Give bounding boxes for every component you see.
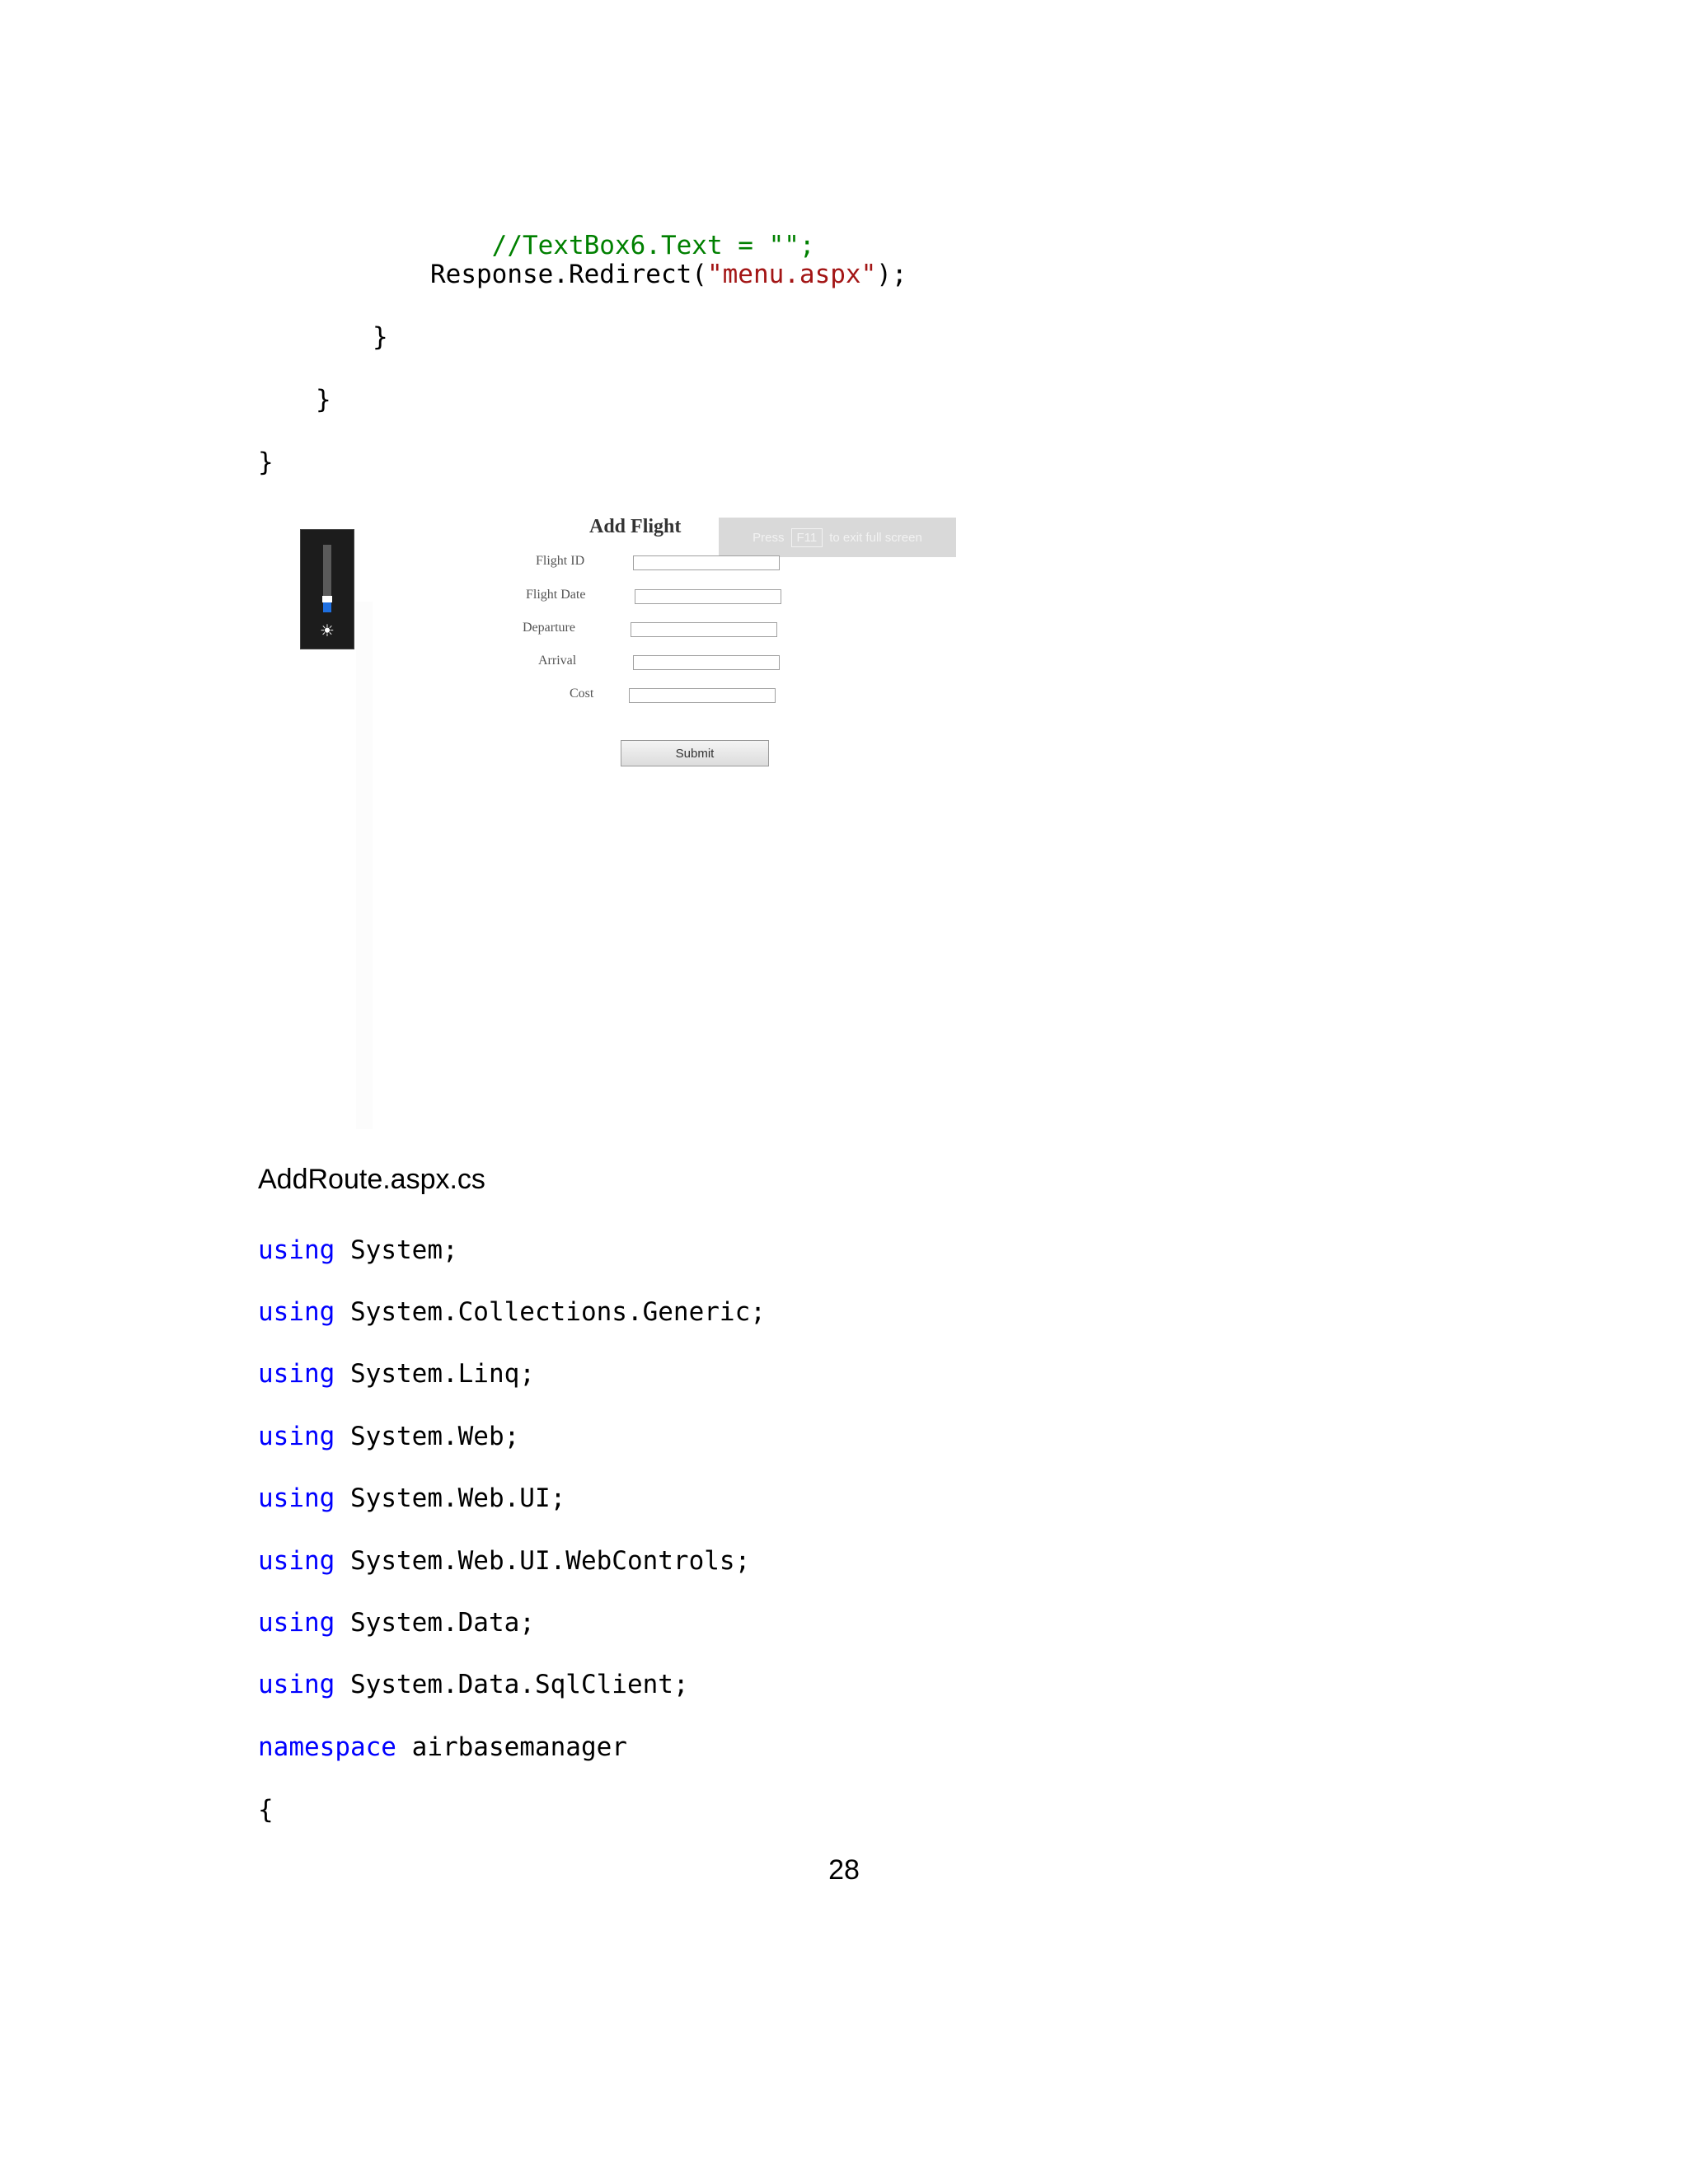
brightness-icon: ☀ — [320, 621, 335, 640]
departure-input[interactable] — [631, 622, 777, 637]
fullscreen-press-text: Press — [753, 530, 785, 545]
page-number: 28 — [828, 1854, 860, 1886]
volume-overlay — [300, 529, 354, 649]
fullscreen-banner — [719, 518, 956, 557]
namespace-line: namespace airbasemanager — [258, 1732, 627, 1762]
code-line-redirect — [430, 258, 907, 291]
volume-knob — [322, 596, 332, 602]
comment-text: //TextBox6.Text = ""; — [491, 231, 815, 260]
label-cost: Cost — [570, 687, 594, 701]
cost-input[interactable] — [629, 688, 776, 703]
file-name-heading: AddRoute.aspx.cs — [258, 1164, 485, 1195]
add-flight-screenshot — [297, 511, 964, 1129]
redirect-suffix: ); — [876, 260, 907, 289]
label-arrival: Arrival — [538, 654, 577, 668]
fullscreen-suffix-text: to exit full screen — [829, 530, 922, 545]
code-brace-close-3: } — [258, 448, 274, 477]
using-line: using System.Web.UI.WebControls; — [258, 1546, 751, 1576]
using-line: using System.Web; — [258, 1422, 520, 1451]
using-line: using System.Collections.Generic; — [258, 1297, 766, 1327]
redirect-prefix: Response.Redirect( — [430, 260, 707, 289]
arrival-input[interactable] — [633, 655, 780, 670]
volume-fill — [323, 602, 331, 612]
form-title: Add Flight — [589, 516, 682, 537]
submit-button[interactable]: Submit — [621, 740, 769, 766]
using-line: using System; — [258, 1235, 458, 1265]
code-brace-close-2: } — [316, 385, 331, 415]
namespace-open-brace: { — [258, 1795, 274, 1825]
redirect-string: "menu.aspx" — [706, 260, 877, 289]
using-line: using System.Web.UI; — [258, 1483, 566, 1513]
fullscreen-key: F11 — [791, 528, 823, 547]
code-brace-close-1: } — [373, 322, 388, 352]
label-flight-id: Flight ID — [536, 554, 585, 568]
flight-id-input[interactable] — [633, 555, 780, 570]
label-departure: Departure — [523, 621, 575, 635]
using-line: using System.Linq; — [258, 1359, 535, 1389]
using-line: using System.Data.SqlClient; — [258, 1670, 689, 1699]
using-line: using System.Data; — [258, 1608, 535, 1638]
flight-date-input[interactable] — [635, 589, 781, 604]
label-flight-date: Flight Date — [526, 588, 586, 602]
